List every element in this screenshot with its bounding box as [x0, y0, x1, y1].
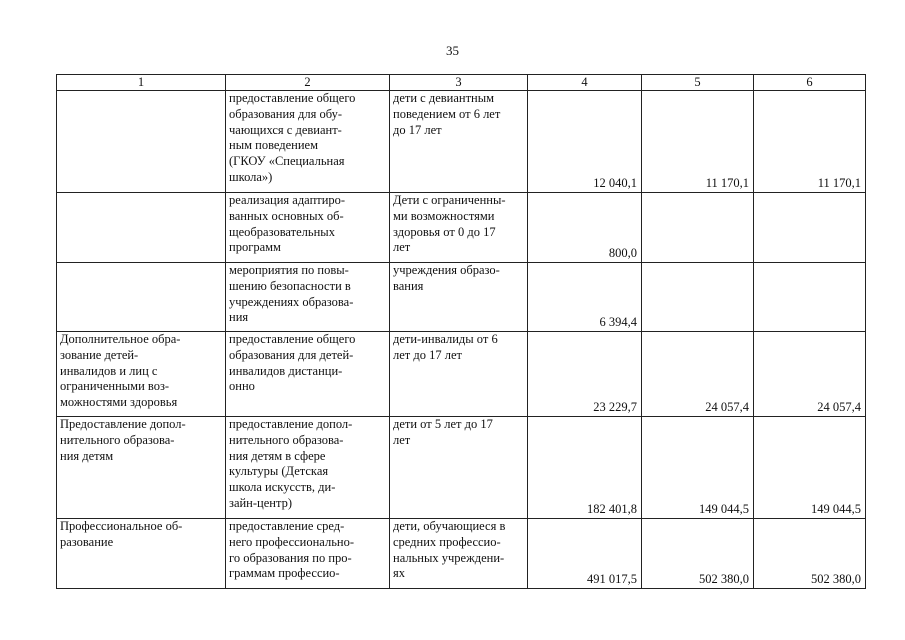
cell-line: образования для детей-: [229, 347, 354, 362]
table-row: [57, 519, 866, 589]
cell-line: ния: [229, 310, 249, 325]
cell-line: лет: [393, 432, 411, 447]
page-number: 35: [446, 43, 459, 58]
cell-line: онно: [229, 379, 255, 394]
table-row: [57, 332, 866, 417]
cell-col-2: [226, 193, 390, 263]
cell-line: до 17 лет: [393, 122, 442, 137]
cell-line: школа»): [229, 169, 273, 184]
cell-line: ния детям: [60, 448, 114, 463]
cell-col-1: [57, 263, 226, 332]
cell-line: предоставление сред-: [229, 519, 345, 533]
cell-line: нительного образова-: [229, 432, 344, 447]
cell-line: средних профессио-: [393, 534, 501, 549]
cell-line: ния детям в сфере: [229, 448, 326, 463]
cell-line: разование: [60, 534, 114, 549]
cell-line: зование детей-: [60, 347, 139, 362]
cell-line: инвалидов дистанци-: [229, 363, 343, 378]
cell-line: ным поведением: [229, 138, 319, 153]
cell-col-4-value: 23 229,7: [528, 332, 642, 417]
cell-col-2: [226, 519, 390, 589]
cell-line: зайн-центр): [229, 495, 292, 510]
cell-line: учреждениях образова-: [229, 294, 354, 309]
table-row: [57, 193, 866, 263]
cell-col-3: [390, 193, 528, 263]
cell-col-4-value: 12 040,1: [528, 91, 642, 193]
cell-line: го образования по про-: [229, 550, 352, 565]
cell-col-6-value: 24 057,4: [754, 332, 866, 417]
cell-line: предоставление общего: [229, 91, 356, 105]
cell-line: ях: [393, 566, 405, 581]
cell-col-1: [57, 417, 226, 519]
cell-line: дети с девиантным: [393, 91, 495, 105]
table-row: [57, 417, 866, 519]
cell-line: Профессиональное об-: [60, 519, 183, 533]
cell-col-5-value: [642, 193, 754, 263]
cell-col-4-value: 491 017,5: [528, 519, 642, 589]
table-row: [57, 91, 866, 193]
cell-line: учреждения образо-: [393, 263, 500, 277]
cell-line: предоставление общего: [229, 332, 356, 346]
cell-line: нительного образова-: [60, 432, 175, 447]
header-col-3: 3: [390, 75, 528, 91]
cell-col-5-value: 24 057,4: [642, 332, 754, 417]
cell-line: Дополнительное обра-: [60, 332, 181, 346]
table-header-row: [57, 75, 866, 91]
cell-line: можностями здоровья: [60, 395, 178, 410]
cell-col-6-value: 149 044,5: [754, 417, 866, 519]
cell-col-3: [390, 417, 528, 519]
table-row: [57, 263, 866, 332]
cell-line: него профессионально-: [229, 534, 354, 549]
cell-line: Дети с ограниченны-: [393, 193, 506, 207]
cell-line: ванных основных об-: [229, 208, 344, 223]
cell-col-3: [390, 91, 528, 193]
cell-line: школа искусств, ди-: [229, 480, 336, 495]
cell-line: нальных учреждени-: [393, 550, 505, 565]
cell-line: шению безопасности в: [229, 278, 351, 293]
cell-line: поведением от 6 лет: [393, 106, 501, 121]
cell-line: программ: [229, 240, 281, 255]
cell-line: вания: [393, 278, 424, 293]
cell-line: предоставление допол-: [229, 417, 353, 431]
cell-line: реализация адаптиро-: [229, 193, 346, 207]
cell-line: чающихся с девиант-: [229, 122, 342, 137]
cell-col-2: [226, 417, 390, 519]
cell-col-1: [57, 332, 226, 417]
budget-table: [56, 74, 866, 589]
cell-col-5-value: 149 044,5: [642, 417, 754, 519]
cell-col-1: [57, 91, 226, 193]
header-col-6: 6: [754, 75, 866, 91]
cell-col-3: [390, 263, 528, 332]
cell-col-6-value: 502 380,0: [754, 519, 866, 589]
cell-col-3: [390, 332, 528, 417]
cell-col-2: [226, 332, 390, 417]
cell-line: граммам профессио-: [229, 566, 340, 581]
cell-col-4-value: 800,0: [528, 193, 642, 263]
cell-line: ограниченными воз-: [60, 379, 170, 394]
cell-col-6-value: [754, 193, 866, 263]
header-col-5: 5: [642, 75, 754, 91]
cell-col-5-value: 11 170,1: [642, 91, 754, 193]
cell-col-3: [390, 519, 528, 589]
cell-line: образования для обу-: [229, 106, 343, 121]
cell-line: здоровья от 0 до 17: [393, 224, 496, 239]
cell-line: инвалидов и лиц с: [60, 363, 158, 378]
cell-line: дети, обучающиеся в: [393, 519, 506, 533]
cell-line: культуры (Детская: [229, 464, 329, 479]
cell-line: щеобразовательных: [229, 224, 335, 239]
cell-col-5-value: 502 380,0: [642, 519, 754, 589]
cell-col-5-value: [642, 263, 754, 332]
cell-col-1: [57, 193, 226, 263]
cell-line: лет до 17 лет: [393, 347, 462, 362]
cell-line: ми возможностями: [393, 208, 495, 223]
cell-col-1: [57, 519, 226, 589]
cell-col-2: [226, 91, 390, 193]
cell-col-2: [226, 263, 390, 332]
cell-line: (ГКОУ «Специальная: [229, 154, 345, 169]
header-col-2: 2: [226, 75, 390, 91]
cell-line: дети от 5 лет до 17: [393, 417, 493, 431]
cell-col-4-value: 182 401,8: [528, 417, 642, 519]
header-col-4: 4: [528, 75, 642, 91]
cell-col-6-value: 11 170,1: [754, 91, 866, 193]
cell-line: дети-инвалиды от 6: [393, 332, 498, 346]
cell-line: Предоставление допол-: [60, 417, 186, 431]
cell-col-6-value: [754, 263, 866, 332]
cell-col-4-value: 6 394,4: [528, 263, 642, 332]
cell-line: лет: [393, 240, 411, 255]
cell-line: мероприятия по повы-: [229, 263, 349, 277]
header-col-1: 1: [57, 75, 226, 91]
